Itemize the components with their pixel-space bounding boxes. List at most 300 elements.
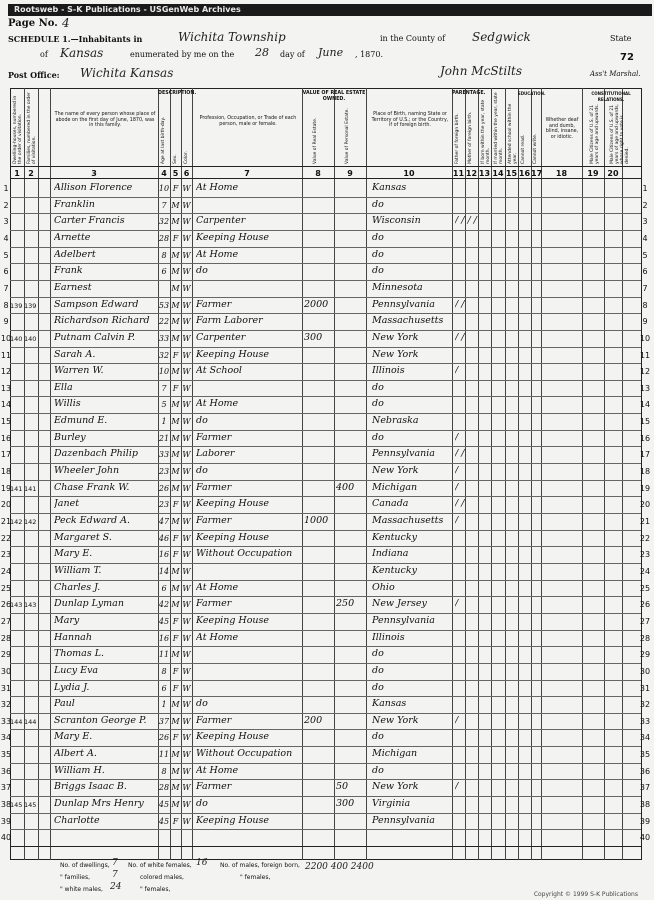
copyright-notice: Copyright © 1999 S-K Publications (533, 891, 638, 898)
row-divider (10, 729, 641, 730)
dwelling-number: 145 (10, 801, 23, 810)
line-number-right: 17 (639, 450, 651, 460)
col-2-heading: Families, numbered in the order of visitation. (27, 92, 37, 164)
person-name: William H. (54, 764, 105, 776)
col-3-heading: The name of every person whose place of abode on the first day of June, 1870, was in this family. (54, 112, 156, 128)
color: W (182, 184, 191, 193)
occupation: Farmer (196, 431, 232, 443)
person-name: Sarah A. (54, 348, 96, 360)
state-label: State (610, 34, 632, 43)
line-number-right: 36 (639, 766, 651, 776)
sex: F (172, 683, 179, 693)
place-of-birth: Kentucky (372, 564, 417, 576)
age: 16 (158, 550, 170, 560)
person-name: Mary E. (54, 731, 93, 743)
sex: M (171, 716, 180, 726)
line-number-left: 14 (0, 400, 12, 410)
age: 26 (158, 483, 170, 493)
color: W (182, 517, 191, 526)
row-divider (10, 796, 641, 797)
place-of-birth: do (372, 198, 384, 210)
column-number: 9 (347, 169, 353, 178)
tally-marks: / / (455, 331, 465, 343)
place-of-birth: Illinois (372, 631, 405, 643)
row-divider (10, 313, 641, 314)
place-of-birth: New York (372, 331, 419, 343)
row-divider (10, 230, 641, 231)
column-number: 11 (452, 169, 465, 178)
place-of-birth: Michigan (372, 748, 418, 760)
place-of-birth: do (372, 648, 384, 660)
line-number-right: 20 (639, 500, 651, 510)
age: 45 (158, 616, 170, 626)
row-divider (10, 779, 641, 780)
person-name: Janet (54, 498, 80, 510)
column-number: 3 (91, 169, 97, 178)
family-number: 140 (24, 334, 37, 343)
line-number-left: 18 (0, 467, 12, 477)
occupation: Without Occupation (196, 748, 293, 760)
col-15-heading: Attended school within the year. (508, 103, 518, 164)
color: W (182, 533, 191, 543)
line-number-right: 34 (639, 733, 651, 743)
marshal-signature: John McStilts (440, 64, 523, 78)
row-divider (10, 630, 641, 631)
place-of-birth: Canada (372, 498, 409, 510)
occupation: Farmer (196, 714, 232, 726)
color: W (182, 633, 191, 643)
column-number: 1 (14, 169, 20, 178)
color: W (182, 550, 191, 560)
occupation: Keeping House (196, 498, 270, 510)
person-name: Mary (54, 614, 80, 626)
person-name: Thomas L. (54, 648, 105, 660)
line-number-left: 9 (3, 317, 9, 327)
personal-estate-value: 50 (336, 781, 349, 793)
place-of-birth: do (372, 265, 384, 277)
dwellings-count: 7 (112, 858, 118, 868)
person-name: Mary E. (54, 548, 93, 560)
age: 28 (158, 783, 170, 793)
line-number-right: 23 (639, 550, 651, 560)
person-name: Briggs Isaac B. (54, 781, 127, 793)
person-name: Warren W. (54, 365, 104, 377)
person-name: Ella (54, 381, 73, 393)
age: 23 (158, 500, 170, 510)
personal-estate-value: 300 (336, 798, 355, 810)
person-name: Allison Florence (54, 182, 133, 193)
line-number-left: 13 (0, 383, 12, 393)
real-estate-value: 300 (304, 331, 323, 343)
row-divider (10, 563, 641, 564)
occupation: Keeping House (196, 731, 270, 743)
place-of-birth: do (372, 248, 384, 260)
column-number: 14 (492, 169, 504, 178)
col-8-heading: Value of Real Estate. (313, 117, 318, 164)
sex: F (172, 500, 179, 510)
age: 45 (158, 800, 170, 810)
col-7-heading: Profession, Occupation, or Trade of each person, male or female. (199, 116, 297, 127)
line-number-right: 40 (639, 833, 651, 843)
occupation: Farm Laborer (196, 315, 263, 327)
line-number-right: 5 (642, 250, 648, 260)
column-number: 20 (607, 169, 619, 178)
line-number-right: 1 (642, 184, 648, 193)
line-number-right: 16 (639, 433, 651, 443)
occupation: At Home (196, 764, 239, 776)
color: W (182, 450, 191, 460)
line-number-right: 35 (639, 750, 651, 760)
tally-marks: / / (455, 298, 465, 310)
column-number: 8 (315, 169, 321, 178)
place-of-birth: do (372, 431, 384, 443)
sex: M (171, 433, 180, 443)
row-divider (10, 696, 641, 697)
occupation: Keeping House (196, 531, 270, 543)
column-number: 10 (403, 169, 415, 178)
line-number-left: 20 (0, 500, 12, 510)
sex: M (171, 400, 180, 410)
line-number-left: 27 (0, 616, 12, 626)
person-name: Richardson Richard (54, 315, 150, 327)
color: W (182, 317, 191, 327)
line-number-right: 26 (639, 600, 651, 610)
color: W (182, 267, 191, 277)
line-number-left: 22 (0, 533, 12, 543)
col-5-heading: Sex. (173, 154, 178, 164)
age: 53 (158, 300, 170, 310)
schedule-label: SCHEDULE 1.—Inhabitants in (8, 34, 143, 44)
column-number: 15 (505, 169, 518, 178)
color: W (182, 566, 191, 576)
person-name: Arnette (54, 231, 91, 243)
row-divider (10, 463, 641, 464)
line-number-right: 8 (642, 300, 648, 310)
line-number-left: 19 (0, 483, 12, 493)
color: W (182, 816, 191, 826)
age: 11 (158, 750, 170, 760)
column-number: 12 (465, 169, 478, 178)
constitutional-heading: CONSTITUTIONAL RELATIONS. (591, 91, 631, 102)
sex: M (171, 467, 180, 477)
marshal-label: Ass't Marshal. (590, 70, 641, 78)
column-number: 4 (161, 169, 167, 178)
col-13-heading: If born within the year, state month. (481, 99, 491, 164)
age: 47 (158, 517, 170, 526)
line-number-right: 15 (639, 417, 651, 427)
sex: M (171, 267, 180, 277)
col-9-heading: Value of Personal Estate. (345, 108, 350, 164)
age: 1 (161, 700, 167, 710)
enumeration-month: June (318, 46, 344, 59)
sex: M (171, 783, 180, 793)
dwelling-number: 139 (10, 301, 23, 310)
sex: M (171, 750, 180, 760)
color: W (182, 367, 191, 377)
families-count: 7 (112, 870, 118, 880)
line-number-left: 8 (3, 300, 9, 310)
column-number: 18 (555, 169, 568, 178)
line-number-right: 14 (639, 400, 651, 410)
township: Wichita Township (178, 30, 286, 44)
occupation: do (196, 798, 208, 810)
place-of-birth: do (372, 681, 384, 693)
sex: M (171, 417, 180, 427)
sex: M (171, 450, 180, 460)
row-divider (10, 646, 641, 647)
tally-marks: / (455, 714, 459, 726)
occupation: At Home (196, 182, 239, 193)
place-of-birth: New York (372, 781, 419, 793)
line-number-right: 4 (642, 233, 648, 243)
age: 26 (158, 733, 170, 743)
sex: F (172, 666, 179, 676)
line-number-right: 18 (639, 467, 651, 477)
color: W (182, 766, 191, 776)
age: 1 (161, 417, 167, 427)
color: W (182, 500, 191, 510)
age: 8 (161, 766, 167, 776)
person-name: Wheeler John (54, 465, 120, 477)
color: W (182, 250, 191, 260)
color: W (182, 433, 191, 443)
occupation: do (196, 698, 208, 710)
color: W (182, 467, 191, 477)
occupation: Keeping House (196, 614, 270, 626)
colored-males-label: colored males, (140, 874, 184, 881)
age: 14 (158, 566, 170, 576)
line-number-left: 34 (0, 733, 12, 743)
tally-marks: / (455, 465, 459, 477)
family-number: 142 (24, 518, 37, 526)
sex: F (172, 616, 179, 626)
family-number: 144 (24, 717, 37, 726)
sex: M (171, 650, 180, 660)
person-name: Franklin (54, 198, 95, 210)
col-20-heading: Male Citizens of U.S. of 21 years of age and upwards, whose right to vote is denied. (610, 104, 630, 164)
line-number-right: 7 (642, 283, 648, 293)
line-number-right: 6 (642, 267, 648, 277)
color: W (182, 600, 191, 610)
white-females-count: 16 (196, 858, 208, 868)
sex: F (172, 184, 179, 193)
color: W (182, 300, 191, 310)
occupation: do (196, 415, 208, 427)
line-number-left: 32 (0, 700, 12, 710)
place-of-birth: do (372, 664, 384, 676)
row-divider (10, 413, 641, 414)
line-number-left: 28 (0, 633, 12, 643)
occupation: Farmer (196, 515, 232, 526)
color: W (182, 733, 191, 743)
dwelling-number: 144 (10, 717, 23, 726)
row-divider (10, 247, 641, 248)
sex: F (172, 816, 179, 826)
color: W (182, 350, 191, 360)
color: W (182, 217, 191, 227)
place-of-birth: do (372, 398, 384, 410)
line-number-right: 21 (639, 517, 651, 526)
line-number-left: 17 (0, 450, 12, 460)
row-divider (10, 763, 641, 764)
sex: M (171, 600, 180, 610)
colored-females-label: " females, (140, 886, 171, 893)
line-number-left: 24 (0, 566, 12, 576)
col-12-heading: Mother of foreign birth. (468, 111, 473, 164)
col-6-heading: Color. (184, 151, 189, 164)
person-name: Lucy Eva (54, 664, 99, 676)
line-number-right: 11 (639, 350, 651, 360)
row-divider (10, 330, 641, 331)
enumerated-label: enumerated by me on the (130, 50, 235, 59)
person-name: Margaret S. (54, 531, 112, 543)
tally-marks: / / (455, 448, 465, 460)
occupation: Farmer (196, 481, 232, 493)
color: W (182, 683, 191, 693)
age: 6 (161, 583, 167, 593)
color: W (182, 800, 191, 810)
place-of-birth: do (372, 731, 384, 743)
personal-estate-value: 400 (336, 481, 355, 493)
line-number-left: 12 (0, 367, 12, 377)
place-of-birth: Massachusetts (372, 315, 444, 327)
age: 33 (158, 450, 170, 460)
occupation: Farmer (196, 298, 232, 310)
row-divider (10, 813, 641, 814)
age: 42 (158, 600, 170, 610)
color: W (182, 417, 191, 427)
color: W (182, 716, 191, 726)
sex: F (172, 633, 179, 643)
sex: M (171, 317, 180, 327)
line-number-left: 16 (0, 433, 12, 443)
sex: M (171, 217, 180, 227)
line-number-right: 22 (639, 533, 651, 543)
line-number-right: 10 (639, 333, 651, 343)
tally-marks: / (455, 431, 459, 443)
dwelling-number: 141 (10, 484, 23, 493)
sex: M (171, 766, 180, 776)
sex: M (171, 517, 180, 526)
value-totals: 2200 400 2400 (305, 862, 374, 872)
occupation: Without Occupation (196, 548, 293, 560)
age: 32 (158, 217, 170, 227)
row-divider (10, 746, 641, 747)
line-number-left: 30 (0, 666, 12, 676)
line-number-left: 38 (0, 800, 12, 810)
col-16-heading: Cannot read. (521, 134, 526, 164)
person-name: Charles J. (54, 581, 101, 593)
page-label: Page No. (8, 18, 58, 29)
occupation: Farmer (196, 781, 232, 793)
occupation: At Home (196, 581, 239, 593)
column-number: 5 (172, 169, 179, 178)
person-name: Charlotte (54, 814, 100, 826)
place-of-birth: Michigan (372, 481, 418, 493)
color: W (182, 700, 191, 710)
tally-marks: / / (455, 498, 465, 510)
color: W (182, 283, 191, 293)
row-divider (10, 446, 641, 447)
row-divider (10, 430, 641, 431)
age: 32 (158, 350, 170, 360)
row-divider (10, 530, 641, 531)
age: 23 (158, 467, 170, 477)
row-divider (10, 396, 641, 397)
line-number-right: 24 (639, 566, 651, 576)
real-estate-value: 1000 (304, 515, 329, 526)
place-of-birth: Nebraska (372, 415, 419, 427)
age: 5 (161, 400, 167, 410)
person-name: Hannah (54, 631, 92, 643)
place-of-birth: Pennsylvania (372, 298, 435, 310)
line-number-left: 4 (3, 233, 9, 243)
family-number: 143 (24, 601, 37, 610)
age: 7 (161, 200, 167, 210)
sex: M (171, 283, 180, 293)
line-number-left: 6 (3, 267, 9, 277)
person-name: Adelbert (54, 248, 96, 260)
sex: M (171, 300, 180, 310)
color: W (182, 650, 191, 660)
family-number: 145 (24, 801, 37, 810)
color: W (182, 483, 191, 493)
line-number-left: 33 (0, 716, 12, 726)
row-divider (10, 280, 641, 281)
sex: M (171, 200, 180, 210)
occupation: Keeping House (196, 231, 270, 243)
dwelling-number: 140 (10, 334, 23, 343)
color: W (182, 400, 191, 410)
place-of-birth: do (372, 381, 384, 393)
dwelling-number: 143 (10, 601, 23, 610)
place-of-birth: Ohio (372, 581, 395, 593)
sex: M (171, 250, 180, 260)
column-number: 6 (183, 169, 190, 178)
line-number-left: 2 (3, 200, 9, 210)
row-divider (10, 663, 641, 664)
row-divider (10, 713, 641, 714)
personal-estate-value: 250 (336, 598, 355, 610)
sex: F (172, 233, 179, 243)
place-of-birth: Pennsylvania (372, 614, 435, 626)
line-number-right: 33 (639, 716, 651, 726)
line-number-left: 36 (0, 766, 12, 776)
sex: M (171, 483, 180, 493)
family-number: 139 (24, 301, 37, 310)
sex: F (172, 533, 179, 543)
year-label: , 1870. (355, 50, 383, 59)
age: 21 (158, 433, 170, 443)
place-of-birth: Kansas (372, 182, 407, 193)
line-number-right: 27 (639, 616, 651, 626)
value-heading: VALUE OF REAL ESTATE OWNED. (302, 91, 366, 102)
occupation: Keeping House (196, 814, 270, 826)
age: 7 (161, 383, 167, 393)
county-label: in the County of (380, 34, 446, 43)
color: W (182, 750, 191, 760)
column-number: 17 (531, 169, 543, 178)
sex: F (172, 350, 179, 360)
day-of-label: day of (280, 50, 305, 59)
person-name: Putnam Calvin P. (54, 331, 136, 343)
age: 8 (161, 250, 167, 260)
archive-banner: Rootsweb - S-K Publications - USGenWeb Archives (8, 4, 652, 16)
sex: M (171, 700, 180, 710)
education-heading: EDUCATION. (518, 91, 546, 96)
line-number-left: 1 (3, 184, 9, 193)
line-number-right: 38 (639, 800, 651, 810)
